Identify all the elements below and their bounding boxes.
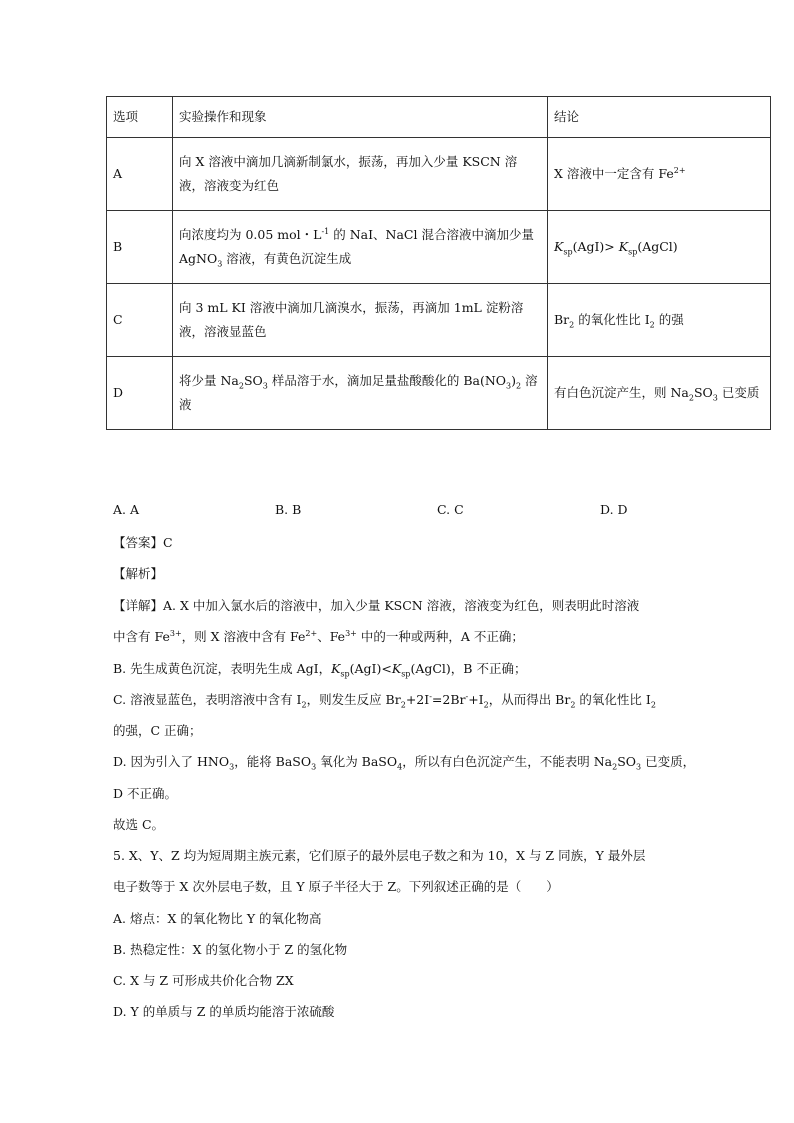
table-header-row: [107, 97, 771, 138]
row-option: A: [107, 138, 173, 211]
choice-d: D. D: [600, 502, 628, 517]
analysis-line: 【详解】A. X 中加入氯水后的溶液中，加入少量 KSCN 溶液，溶液变为红色，则表明此时溶液: [113, 598, 640, 613]
question-option-b: B. 热稳定性：X 的氢化物小于 Z 的氢化物: [113, 942, 348, 957]
row-operation: 将少量 $Na_2SO_3$ 样品溶于水，滴加足量盐酸酸化的 $Ba(NO_3)_2$ 溶液: [173, 357, 548, 430]
table-row: [107, 357, 771, 430]
answer-line: 【答案】C: [113, 535, 173, 550]
analysis-line: C. 溶液显蓝色，表明溶液中含有 $I_2$，则发生反应 $Br_2+2I^-=2Br^-+I_2$，从而得出 $Br_2$ 的氧化性比 $I_2$: [113, 691, 656, 710]
row-operation: 向 3 mL KI 溶液中滴加几滴溴水，振荡，再滴加 1mL 淀粉溶液，溶液显蓝色: [173, 284, 548, 357]
analysis-line: B. 先生成黄色沉淀，表明先生成 AgI，$K_{sp}(AgI)<K_{sp}(AgCl)$，B 不正确；: [113, 661, 527, 679]
header-option: 选项: [107, 97, 173, 138]
analysis-heading: 【解析】: [113, 566, 164, 581]
row-operation: 向 X 溶液中滴加几滴新制氯水，振荡，再加入少量 KSCN 溶液，溶液变为红色: [173, 138, 548, 211]
question-option-c: C. X 与 Z 可形成共价化合物 ZX: [113, 973, 294, 988]
question-stem: 电子数等于 X 次外层电子数，且 Y 原子半径大于 Z。下列叙述正确的是（ ）: [113, 879, 559, 894]
experiment-table: [106, 96, 771, 430]
choice-a: A. A: [113, 502, 140, 517]
analysis-line: D. 因为引入了 $HNO_3$，能将 BaSO$_3$ 氧化为 BaSO$_4$，所以有白色沉淀产生，不能表明 $Na_2SO_3$ 已变质，: [113, 754, 696, 772]
row-option: B: [107, 211, 173, 284]
row-conclusion: $K_{sp}(AgI)>$ $K_{sp}(AgCl)$: [548, 211, 771, 284]
analysis-line: D 不正确。: [113, 786, 177, 801]
table-row: [107, 211, 771, 284]
answer-choices: [0, 502, 794, 522]
row-conclusion: X 溶液中一定含有 $Fe^{2+}$: [548, 138, 771, 211]
row-operation: 向浓度均为 0.05 mol・$L^{-1}$ 的 NaI、NaCl 混合溶液中滴加少量 AgNO$_3$ 溶液，有黄色沉淀生成: [173, 211, 548, 284]
question-option-a: A. 熔点：X 的氧化物比 Y 的氧化物高: [113, 911, 322, 926]
row-conclusion: 有白色沉淀产生，则 $Na_2SO_3$ 已变质: [548, 357, 771, 430]
question-stem: 5. X、Y、Z 均为短周期主族元素，它们原子的最外层电子数之和为 10，X 与 Z 同族，Y 最外层: [113, 848, 646, 863]
question-option-d: D. Y 的单质与 Z 的单质均能溶于浓硫酸: [113, 1004, 335, 1019]
conclusion-line: 故选 C。: [113, 817, 165, 832]
table-row: [107, 284, 771, 357]
row-conclusion: $Br_2$ 的氧化性比 $I_2$ 的强: [548, 284, 771, 357]
choice-b: B. B: [275, 502, 302, 517]
header-conclusion: 结论: [548, 97, 771, 138]
choice-c: C. C: [437, 502, 464, 517]
header-operation: 实验操作和现象: [173, 97, 548, 138]
analysis-line: 的强，C 正确；: [113, 723, 202, 738]
row-option: C: [107, 284, 173, 357]
row-option: D: [107, 357, 173, 430]
table-row: [107, 138, 771, 211]
analysis-line: 中含有 $Fe^{3+}$，则 X 溶液中含有 $Fe^{2+}$、$Fe^{3+}$ 中的一种或两种，A 不正确；: [113, 628, 524, 644]
